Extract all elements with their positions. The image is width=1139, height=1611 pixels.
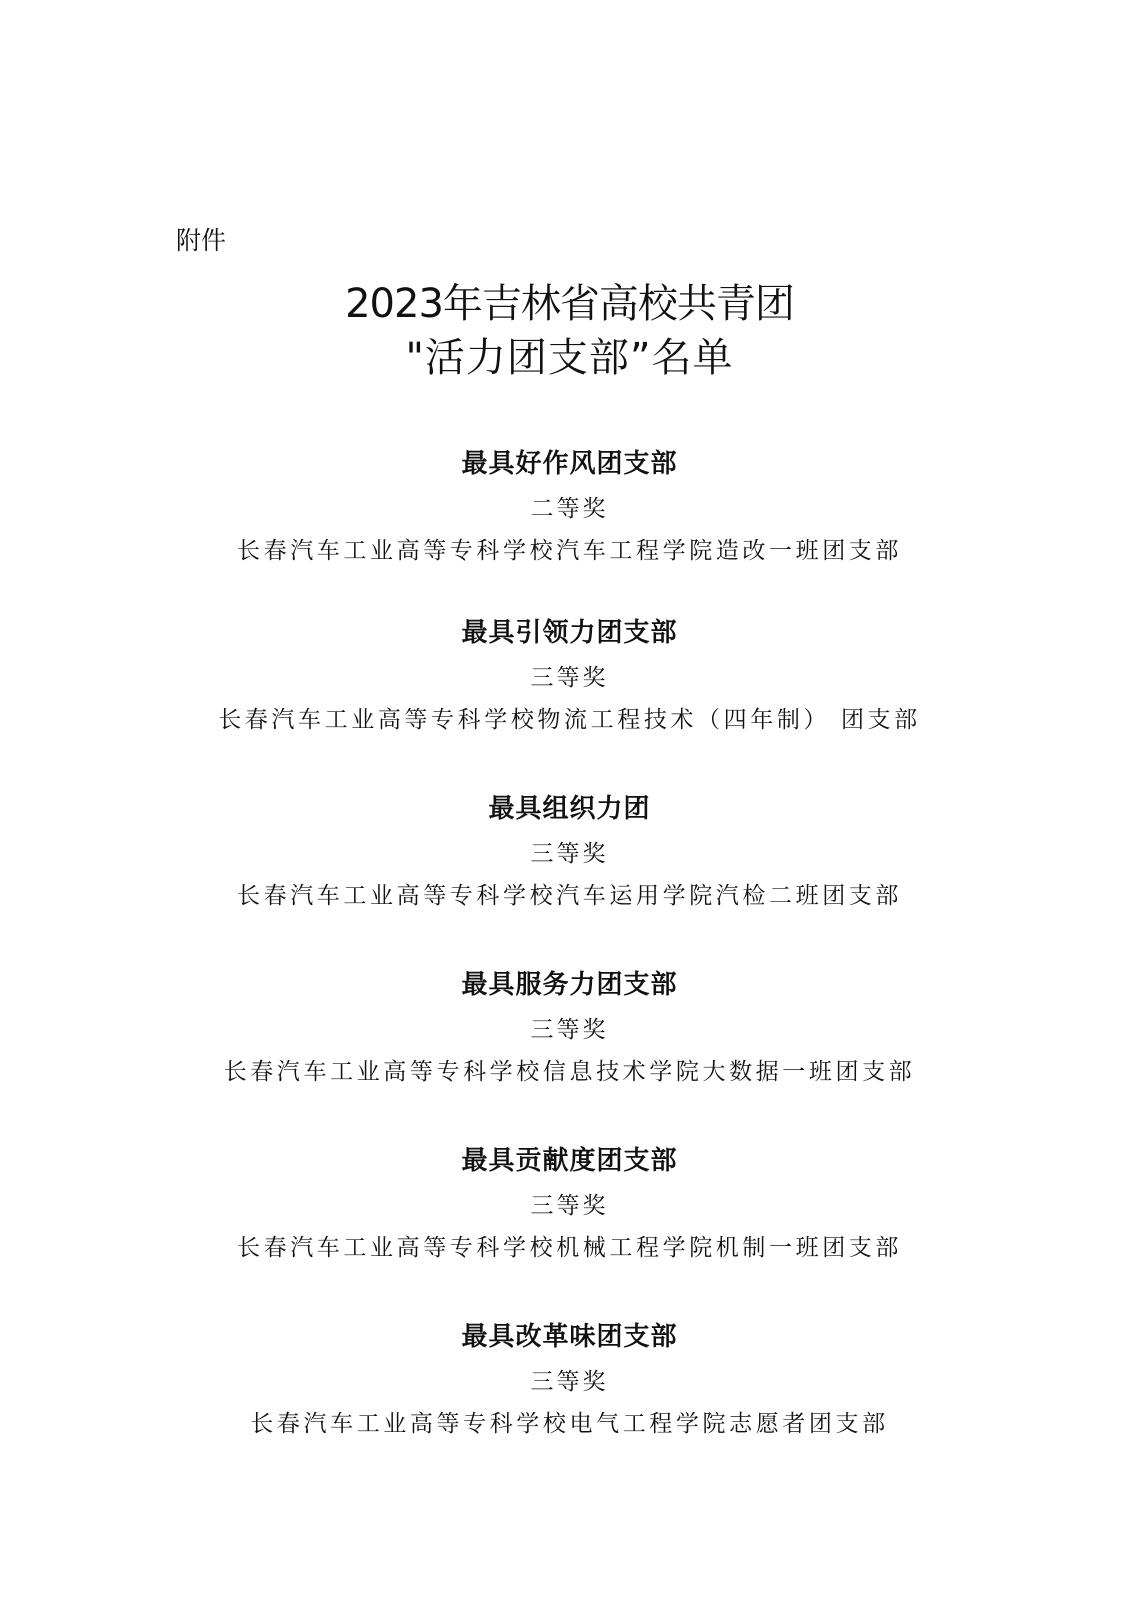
award-unit: 长春汽车工业高等专科学校电气工程学院志愿者团支部 <box>250 1411 889 1437</box>
award-prize: 三等奖 <box>530 1017 609 1043</box>
award-category: 最具组织力团 <box>488 794 651 824</box>
award-section <box>0 793 1139 911</box>
award-unit: 长春汽车工业高等专科学校物流工程技术（四年制） 团支部 <box>218 707 921 733</box>
award-prize: 三等奖 <box>530 841 609 867</box>
award-section <box>0 617 1139 735</box>
award-unit: 长春汽车工业高等专科学校汽车运用学院汽检二班团支部 <box>237 883 902 909</box>
attachment-label: 附件 <box>176 226 227 255</box>
award-prize: 三等奖 <box>530 665 609 691</box>
award-category: 最具改革味团支部 <box>461 1322 678 1352</box>
award-unit: 长春汽车工业高等专科学校机械工程学院机制一班团支部 <box>237 1235 902 1261</box>
award-prize: 三等奖 <box>530 1369 609 1395</box>
award-category: 最具好作风团支部 <box>461 449 678 479</box>
award-unit: 长春汽车工业高等专科学校信息技术学院大数据一班团支部 <box>223 1059 916 1085</box>
document-title-line-2: "活力团支部”名单 <box>405 335 734 381</box>
award-section <box>0 969 1139 1087</box>
award-category: 最具服务力团支部 <box>461 970 678 1000</box>
award-section <box>0 1145 1139 1263</box>
award-category: 最具引领力团支部 <box>461 618 678 648</box>
document-title-line-1: 2023年吉林省高校共青团 <box>345 281 794 327</box>
award-category: 最具贡献度团支部 <box>461 1146 678 1176</box>
award-section <box>0 1321 1139 1439</box>
award-unit: 长春汽车工业高等专科学校汽车工程学院造改一班团支部 <box>237 538 902 564</box>
award-prize: 三等奖 <box>530 1193 609 1219</box>
award-section <box>0 448 1139 566</box>
award-prize: 二等奖 <box>530 496 609 522</box>
